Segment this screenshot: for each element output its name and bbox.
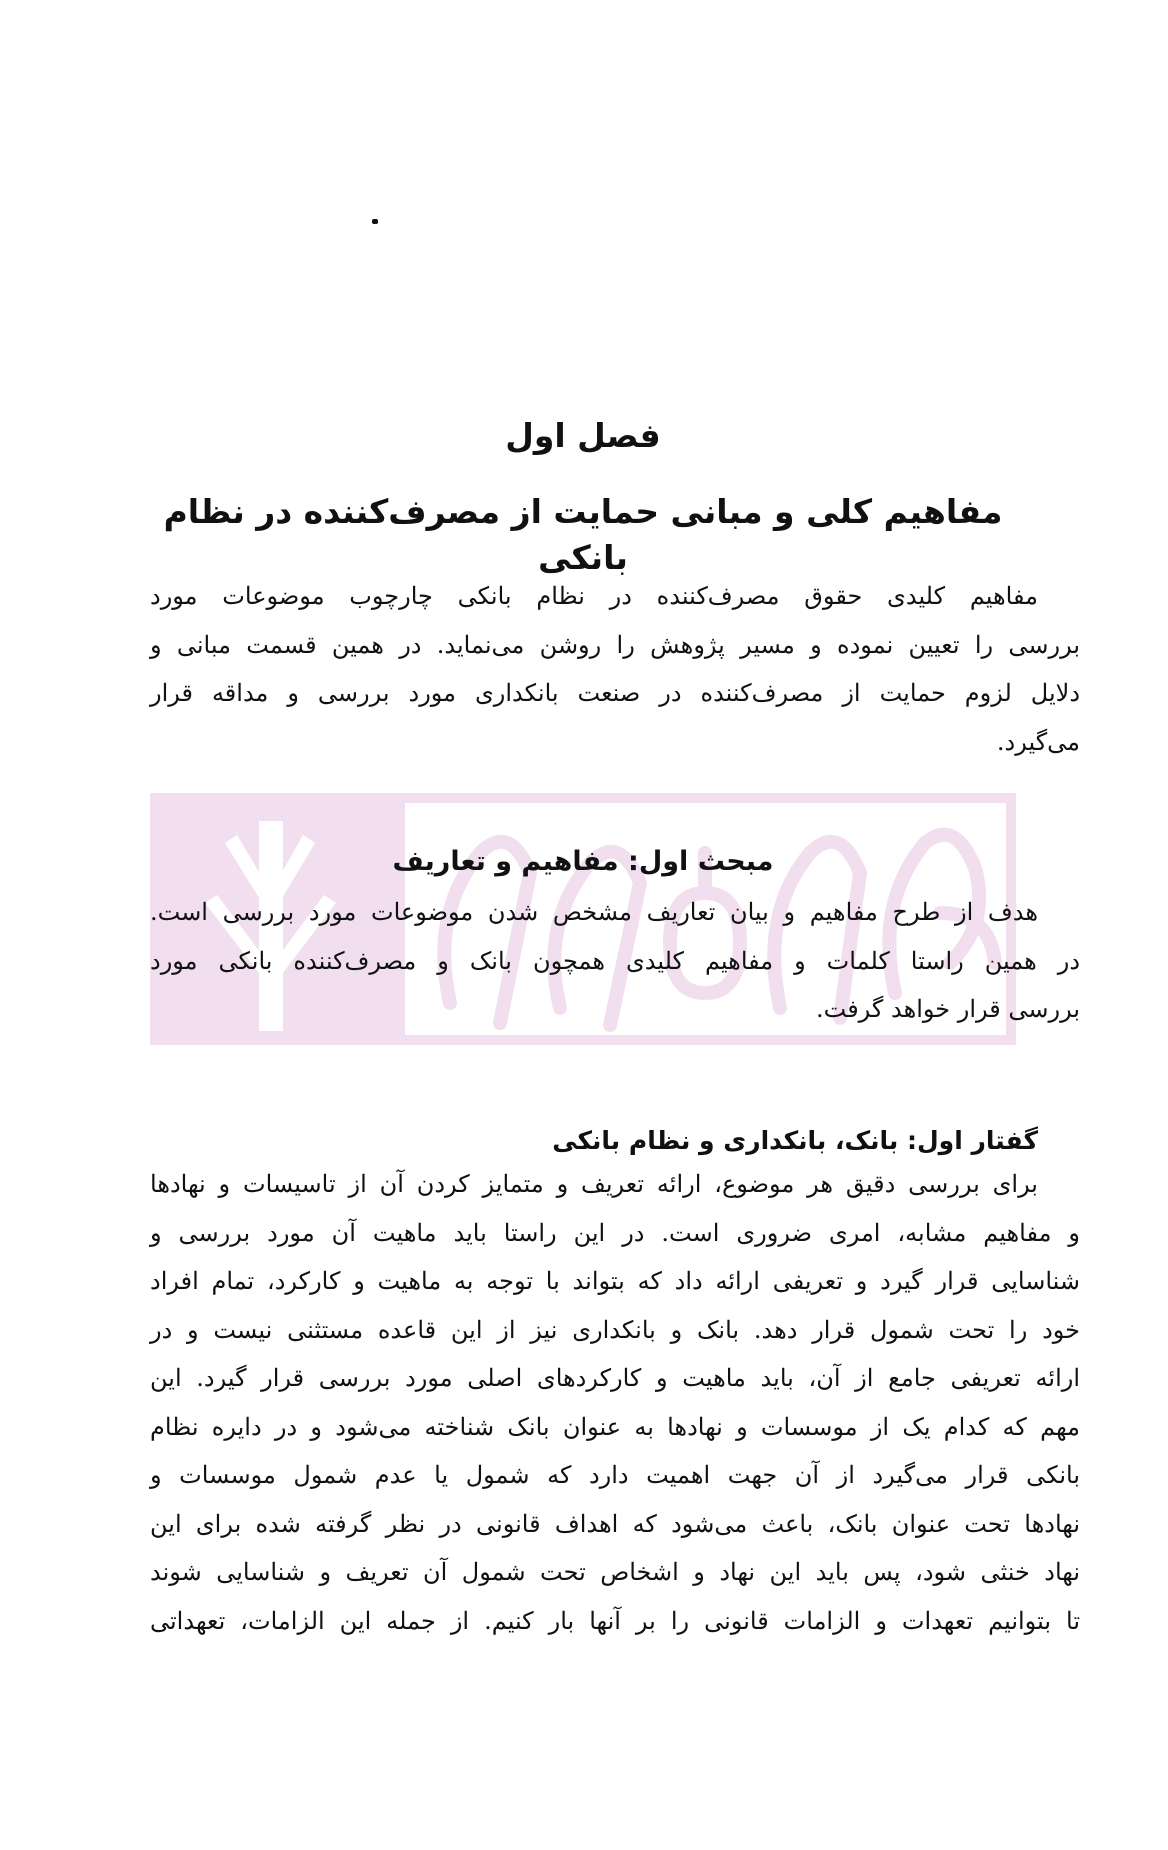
paragraph-line: بررسی را تعیین نموده و مسیر پژوهش را روشن می‌نماید. در همین قسمت مبانی و [150,630,1080,659]
paragraph-line: ارائه تعریفی جامع از آن، باید ماهیت و کارکردهای اصلی مورد بررسی قرار گیرد. این [150,1364,1080,1392]
subsection-paragraph [150,1160,1080,1645]
section-paragraph [150,888,1080,1034]
paragraph-line: برای بررسی دقیق هر موضوع، ارائه تعریف و متمایز کردن آن از تاسیسات و نهادها [150,1170,1038,1198]
paragraph-line: و مفاهیم مشابه، امری ضروری است. در این راستا باید ماهیت آن مورد بررسی و [150,1218,1081,1247]
paragraph-line: بانکی قرار می‌گیرد از آن جهت اهمیت دارد که شمول یا عدم شمول موسسات و [150,1461,1080,1489]
section-heading: مبحث اول: مفاهیم و تعاریف [392,846,774,877]
paragraph-line: نهاد خنثی شود، پس باید این نهاد و اشخاص تحت شمول آن تعریف و شناسایی شوند [150,1558,1080,1586]
chapter-title: مفاهیم کلی و مبانی حمایت از مصرف‌کننده در نظام بانکی [163,492,1003,578]
paragraph-line: دلایل لزوم حمایت از مصرف‌کننده در صنعت بانکداری مورد بررسی و مداقه قرار [150,679,1080,707]
paragraph-line: خود را تحت شمول قرار دهد. بانک و بانکداری نیز از این قاعده مستثنی نیست و در [150,1315,1080,1344]
paragraph-line: شناسایی قرار گیرد و تعریفی ارائه داد که بتواند با توجه به ماهیت و کارکرد، تمام افراد [150,1267,1080,1295]
paragraph-line: می‌گیرد. [996,727,1080,756]
paragraph-line: در همین راستا کلمات و مفاهیم کلیدی همچون بانک و مصرف‌کننده بانکی مورد [150,946,1080,975]
scan-artifact-dot [372,219,378,224]
paragraph-line: بررسی قرار خواهد گرفت. [816,995,1080,1023]
paragraph-line: تا بتوانیم تعهدات و الزامات قانونی را بر آنها بار کنیم. از جمله این الزامات، تعهداتی [150,1606,1080,1635]
paragraph-line: مهم که کدام یک از موسسات و نهادها به عنوان بانک شناخته می‌شود و در دایره نظام [150,1412,1080,1441]
paragraph-line: مفاهیم کلیدی حقوق مصرف‌کننده در نظام بانکی چارچوب موضوعات مورد [150,582,1038,610]
subsection-heading: گفتار اول: بانک، بانکداری و نظام بانکی [552,1126,1038,1156]
chapter-label: فصل اول [505,416,661,456]
paragraph-line: نهادها تحت عنوان بانک، باعث می‌شود که اهداف قانونی در نظر گرفته شده برای این [150,1509,1080,1538]
paragraph-line: هدف از طرح مفاهیم و بیان تعاریف مشخص شدن موضوعات مورد بررسی است. [150,898,1038,926]
intro-paragraph [150,572,1080,766]
